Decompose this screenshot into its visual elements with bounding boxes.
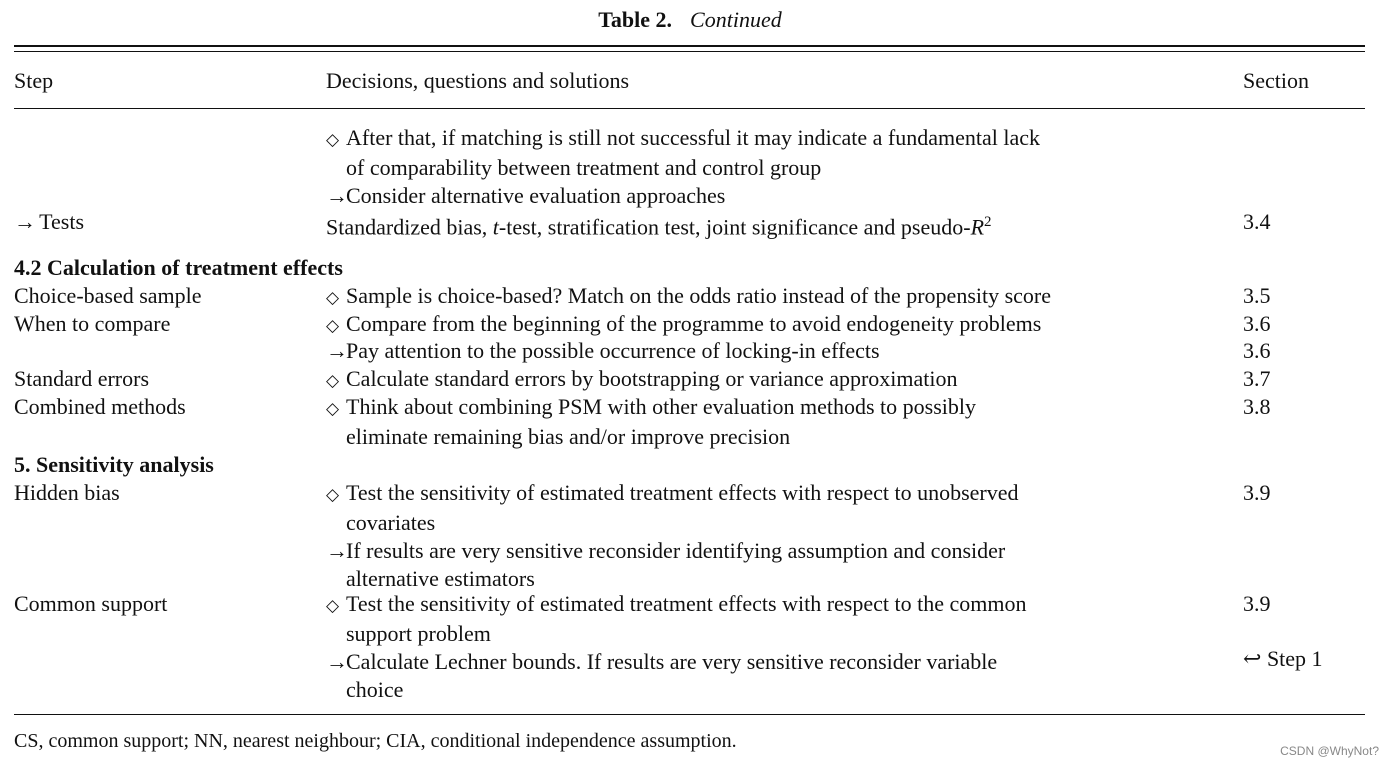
diamond-icon: ◇ bbox=[326, 596, 340, 615]
section-ref: 3.4 bbox=[1243, 209, 1271, 234]
diamond-icon: ◇ bbox=[326, 371, 340, 390]
section-ref: 3.6 bbox=[1243, 338, 1271, 363]
header-step: Step bbox=[14, 68, 54, 93]
diamond-icon: ◇ bbox=[326, 288, 340, 307]
arrow-icon: → bbox=[326, 183, 348, 208]
arrow-icon: → bbox=[326, 649, 348, 674]
bottom-rule bbox=[14, 714, 1365, 715]
section-ref: 3.7 bbox=[1243, 366, 1271, 391]
arrow-icon: → bbox=[14, 209, 36, 234]
table-continued: Continued bbox=[690, 7, 782, 32]
hook-arrow-icon: ↩ bbox=[1243, 646, 1262, 671]
header-section: Section bbox=[1243, 68, 1309, 93]
header-decisions: Decisions, questions and solutions bbox=[326, 68, 630, 93]
table-caption bbox=[0, 6, 1380, 34]
section-ref: 3.9 bbox=[1243, 591, 1271, 616]
top-rule-2 bbox=[14, 51, 1365, 52]
diamond-icon: ◇ bbox=[326, 316, 340, 335]
diamond-icon: ◇ bbox=[326, 399, 340, 418]
watermark: CSDN @WhyNot? bbox=[1280, 744, 1379, 758]
table-label: Table 2. bbox=[598, 7, 673, 32]
top-rule bbox=[14, 45, 1365, 47]
header-rule bbox=[14, 108, 1365, 109]
footnote: CS, common support; NN, nearest neighbour; CIA, conditional independence assumption. bbox=[14, 730, 737, 752]
section-ref: 3.5 bbox=[1243, 283, 1271, 308]
arrow-icon: → bbox=[326, 538, 348, 563]
section-ref: 3.6 bbox=[1243, 311, 1271, 336]
section-ref: 3.9 bbox=[1243, 480, 1271, 505]
section-ref: 3.8 bbox=[1243, 394, 1271, 419]
section-ref-step1: ↩ Step 1 bbox=[1243, 646, 1323, 671]
diamond-icon: ◇ bbox=[326, 130, 340, 149]
arrow-icon: → bbox=[326, 338, 348, 363]
diamond-icon: ◇ bbox=[326, 485, 340, 504]
